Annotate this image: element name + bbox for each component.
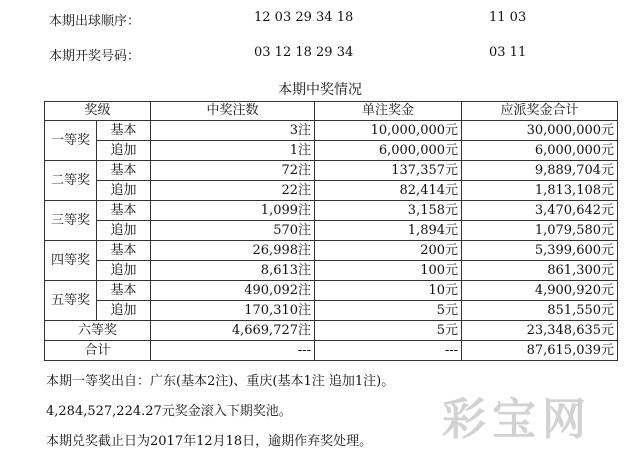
col-header-unit-prize: 单注奖金: [315, 102, 462, 121]
draw-order-label: 本期出球顺序：: [49, 14, 141, 29]
count-cell: ---: [151, 341, 315, 361]
winning-back-numbers: 03 11: [489, 45, 527, 60]
col-header-count: 中奖注数: [151, 102, 315, 121]
unit-prize-cell: 200元: [315, 241, 462, 261]
sub-type-cell: 追加: [97, 181, 151, 201]
total-prize-cell: 30,000,000元: [462, 121, 618, 141]
sub-type-cell: 基本: [97, 121, 151, 141]
count-cell: 72注: [151, 161, 315, 181]
unit-prize-cell: 10,000,000元: [315, 121, 462, 141]
table-row: [45, 281, 618, 301]
sub-type-cell: 追加: [97, 301, 151, 321]
table-row: [45, 201, 618, 221]
unit-prize-cell: 82,414元: [315, 181, 462, 201]
table-row: [45, 301, 618, 321]
table-row: [45, 141, 618, 161]
grade-cell: 三等奖: [45, 201, 97, 241]
sub-type-cell: 基本: [97, 281, 151, 301]
sub-type-cell: 基本: [97, 201, 151, 221]
total-prize-cell: 851,550元: [462, 301, 618, 321]
count-cell: 22注: [151, 181, 315, 201]
grade-cell: 一等奖: [45, 121, 97, 161]
unit-prize-cell: 1,894元: [315, 221, 462, 241]
count-cell: 490,092注: [151, 281, 315, 301]
winning-numbers-label: 本期开奖号码：: [49, 49, 141, 64]
unit-prize-cell: 10元: [315, 281, 462, 301]
total-prize-cell: 3,470,642元: [462, 201, 618, 221]
count-cell: 570注: [151, 221, 315, 241]
total-prize-cell: 1,079,580元: [462, 221, 618, 241]
table-row: [45, 321, 618, 341]
table-row: [45, 241, 618, 261]
total-label-cell: 合计: [45, 341, 151, 361]
draw-order-front-numbers: 12 03 29 34 18: [254, 10, 354, 25]
count-cell: 1,099注: [151, 201, 315, 221]
first-prize-origin-note: 本期一等奖出自：广东(基本2注)、重庆(基本1注 追加1注)。: [46, 374, 395, 389]
site-watermark-logo: 彩宝网: [442, 394, 592, 445]
unit-prize-cell: 137,357元: [315, 161, 462, 181]
total-prize-cell: 23,348,635元: [462, 321, 618, 341]
table-header-row: [45, 102, 618, 121]
sub-type-cell: 基本: [97, 161, 151, 181]
col-header-total-prize: 应派奖金合计: [462, 102, 618, 121]
col-header-grade: 奖级: [45, 102, 151, 121]
grade-cell: 五等奖: [45, 281, 97, 321]
total-prize-cell: 5,399,600元: [462, 241, 618, 261]
draw-order-back-numbers: 11 03: [489, 10, 527, 25]
total-prize-cell: 4,900,920元: [462, 281, 618, 301]
table-row: [45, 181, 618, 201]
count-cell: 3注: [151, 121, 315, 141]
count-cell: 4,669,727注: [151, 321, 315, 341]
table-row: [45, 121, 618, 141]
grade-cell: 六等奖: [45, 321, 151, 341]
total-prize-cell: 861,300元: [462, 261, 618, 281]
sub-type-cell: 追加: [97, 141, 151, 161]
count-cell: 8,613注: [151, 261, 315, 281]
winning-front-numbers: 03 12 18 29 34: [254, 45, 354, 60]
claim-deadline-note: 本期兑奖截止日为2017年12月18日，逾期作弃奖处理。: [46, 434, 373, 449]
table-title: 本期中奖情况: [278, 82, 362, 98]
unit-prize-cell: 3,158元: [315, 201, 462, 221]
unit-prize-cell: 6,000,000元: [315, 141, 462, 161]
total-prize-cell: 87,615,039元: [462, 341, 618, 361]
count-cell: 170,310注: [151, 301, 315, 321]
sub-type-cell: 追加: [97, 261, 151, 281]
grade-cell: 二等奖: [45, 161, 97, 201]
total-prize-cell: 1,813,108元: [462, 181, 618, 201]
unit-prize-cell: ---: [315, 341, 462, 361]
table-row: [45, 221, 618, 241]
count-cell: 26,998注: [151, 241, 315, 261]
sub-type-cell: 基本: [97, 241, 151, 261]
table-row: [45, 161, 618, 181]
total-row: [45, 341, 618, 361]
unit-prize-cell: 100元: [315, 261, 462, 281]
count-cell: 1注: [151, 141, 315, 161]
prize-table: [44, 101, 618, 361]
jackpot-rollover-note: 4,284,527,224.27元奖金滚入下期奖池。: [46, 404, 292, 419]
total-prize-cell: 6,000,000元: [462, 141, 618, 161]
unit-prize-cell: 5元: [315, 301, 462, 321]
table-row: [45, 261, 618, 281]
sub-type-cell: 追加: [97, 221, 151, 241]
total-prize-cell: 9,889,704元: [462, 161, 618, 181]
grade-cell: 四等奖: [45, 241, 97, 281]
unit-prize-cell: 5元: [315, 321, 462, 341]
